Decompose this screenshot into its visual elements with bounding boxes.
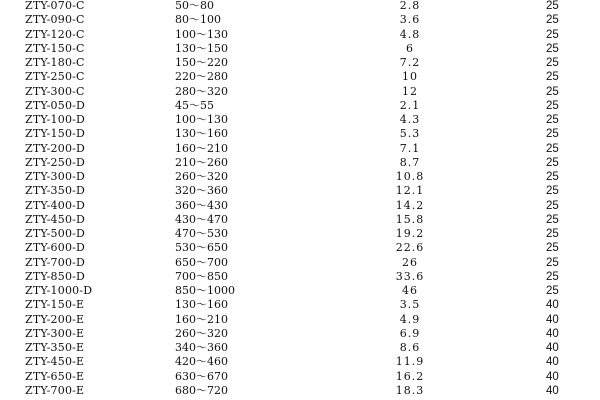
last-cell: 25 (546, 270, 559, 283)
last-cell: 40 (546, 342, 559, 354)
model-cell: ZTY-850-D (25, 269, 86, 283)
last-cell: 40 (546, 327, 559, 340)
value-cell: 14.2 (395, 198, 425, 212)
last-cell: 40 (546, 313, 559, 326)
model-cell: ZTY-250-D (25, 155, 86, 169)
model-cell: ZTY-200-E (25, 312, 85, 326)
last-cell: 25 (546, 71, 559, 84)
value-cell: 12.1 (395, 184, 425, 198)
range-cell: 650～700 (175, 255, 228, 269)
model-cell: ZTY-150-E (25, 298, 85, 312)
model-cell: ZTY-120-C (25, 27, 85, 41)
last-cell: 25 (546, 285, 559, 297)
table-row (0, 384, 600, 398)
table-row (0, 313, 600, 327)
range-cell: 680～720 (175, 383, 228, 397)
range-cell: 850～1000 (175, 284, 235, 297)
table-row (0, 156, 600, 170)
range-cell: 160～210 (175, 141, 228, 155)
value-cell: 3.6 (399, 13, 421, 27)
last-cell: 25 (546, 185, 559, 198)
range-cell: 630～670 (175, 369, 228, 383)
table-row (0, 170, 600, 184)
last-cell: 25 (546, 114, 559, 126)
range-cell: 340～360 (175, 341, 228, 354)
range-cell: 530～650 (175, 241, 228, 255)
table-row (0, 13, 600, 27)
model-cell: ZTY-090-C (25, 13, 85, 27)
model-cell: ZTY-350-E (25, 341, 85, 354)
table-row (0, 327, 600, 341)
table-row (0, 199, 600, 213)
table-row (0, 85, 600, 99)
value-cell: 7.2 (399, 56, 421, 69)
table-row (0, 113, 600, 127)
range-cell: 280～320 (175, 84, 228, 98)
range-cell: 470～530 (175, 227, 228, 240)
last-cell: 25 (546, 0, 559, 12)
last-cell: 25 (546, 156, 559, 169)
table-row (0, 270, 600, 284)
value-cell: 5.3 (399, 127, 421, 141)
value-cell: 46 (402, 284, 418, 297)
value-cell: 11.9 (395, 355, 425, 369)
table-row (0, 284, 600, 298)
range-cell: 210～260 (175, 155, 228, 169)
model-cell: ZTY-250-C (25, 70, 85, 84)
range-cell: 130～150 (175, 41, 228, 55)
table-row (0, 56, 600, 70)
last-cell: 40 (546, 384, 559, 397)
model-cell: ZTY-500-D (25, 227, 86, 240)
value-cell: 22.6 (395, 241, 425, 255)
range-cell: 360～430 (175, 198, 228, 212)
model-cell: ZTY-700-D (25, 255, 86, 269)
model-cell: ZTY-150-D (25, 127, 86, 141)
table-row (0, 241, 600, 255)
model-cell: ZTY-400-D (25, 198, 86, 212)
model-cell: ZTY-180-C (25, 56, 85, 69)
range-cell: 320～360 (175, 184, 228, 198)
value-cell: 18.3 (395, 383, 425, 397)
range-cell: 430～470 (175, 212, 228, 226)
table-row (0, 142, 600, 156)
last-cell: 25 (546, 256, 559, 269)
range-cell: 100～130 (175, 113, 228, 126)
value-cell: 33.6 (395, 269, 425, 283)
model-cell: ZTY-100-D (25, 113, 86, 126)
model-cell: ZTY-070-C (25, 0, 85, 12)
range-cell: 100～130 (175, 27, 228, 41)
value-cell: 6 (406, 41, 414, 55)
model-cell: ZTY-1000-D (25, 284, 93, 297)
range-cell: 260～320 (175, 326, 228, 340)
table-row (0, 355, 600, 369)
model-cell: ZTY-150-C (25, 41, 85, 55)
model-cell: ZTY-300-D (25, 170, 86, 183)
range-cell: 700～850 (175, 269, 228, 283)
last-cell: 40 (546, 299, 559, 312)
table-row (0, 213, 600, 227)
value-cell: 10 (402, 70, 418, 84)
value-cell: 6.9 (399, 326, 421, 340)
model-cell: ZTY-300-E (25, 326, 85, 340)
table-row (0, 127, 600, 141)
range-cell: 150～220 (175, 56, 228, 69)
model-cell: ZTY-350-D (25, 184, 86, 198)
last-cell: 25 (546, 57, 559, 69)
model-cell: ZTY-650-E (25, 369, 85, 383)
range-cell: 130～160 (175, 298, 228, 312)
model-cell: ZTY-300-C (25, 84, 85, 98)
table-row (0, 184, 600, 198)
table-row (0, 28, 600, 42)
table-row (0, 0, 600, 13)
table-row (0, 42, 600, 56)
last-cell: 25 (546, 28, 559, 41)
range-cell: 220～280 (175, 70, 228, 84)
value-cell: 3.5 (399, 298, 421, 312)
model-cell: ZTY-600-D (25, 241, 86, 255)
range-cell: 160～210 (175, 312, 228, 326)
last-cell: 40 (546, 356, 559, 369)
value-cell: 12 (402, 84, 418, 98)
last-cell: 25 (546, 228, 559, 240)
value-cell: 4.8 (399, 27, 421, 41)
last-cell: 25 (546, 142, 559, 155)
last-cell: 25 (546, 99, 559, 112)
value-cell: 10.8 (395, 170, 425, 183)
value-cell: 2.8 (399, 0, 421, 12)
last-cell: 25 (546, 199, 559, 212)
last-cell: 25 (546, 171, 559, 183)
range-cell: 45～55 (175, 98, 214, 112)
last-cell: 25 (546, 213, 559, 226)
value-cell: 2.1 (399, 98, 421, 112)
table-row (0, 99, 600, 113)
model-cell: ZTY-450-D (25, 212, 86, 226)
value-cell: 4.9 (399, 312, 421, 326)
range-cell: 260～320 (175, 170, 228, 183)
range-cell: 130～160 (175, 127, 228, 141)
value-cell: 15.8 (395, 212, 425, 226)
table-row (0, 227, 600, 241)
last-cell: 25 (546, 85, 559, 98)
range-cell: 50～80 (175, 0, 214, 12)
value-cell: 7.1 (399, 141, 421, 155)
value-cell: 16.2 (395, 369, 425, 383)
model-cell: ZTY-700-E (25, 383, 85, 397)
table-row (0, 256, 600, 270)
last-cell: 25 (546, 14, 559, 27)
value-cell: 4.3 (399, 113, 421, 126)
value-cell: 8.7 (399, 155, 421, 169)
range-cell: 80～100 (175, 13, 221, 27)
model-cell: ZTY-050-D (25, 98, 86, 112)
last-cell: 25 (546, 42, 559, 55)
value-cell: 8.6 (399, 341, 421, 354)
table-row (0, 298, 600, 312)
last-cell: 40 (546, 370, 559, 383)
table-row (0, 341, 600, 355)
last-cell: 25 (546, 242, 559, 255)
value-cell: 26 (402, 255, 418, 269)
model-cell: ZTY-450-E (25, 355, 85, 369)
table-row (0, 70, 600, 84)
table-row (0, 370, 600, 384)
range-cell: 420～460 (175, 355, 228, 369)
last-cell: 25 (546, 128, 559, 141)
value-cell: 19.2 (395, 227, 425, 240)
model-cell: ZTY-200-D (25, 141, 86, 155)
